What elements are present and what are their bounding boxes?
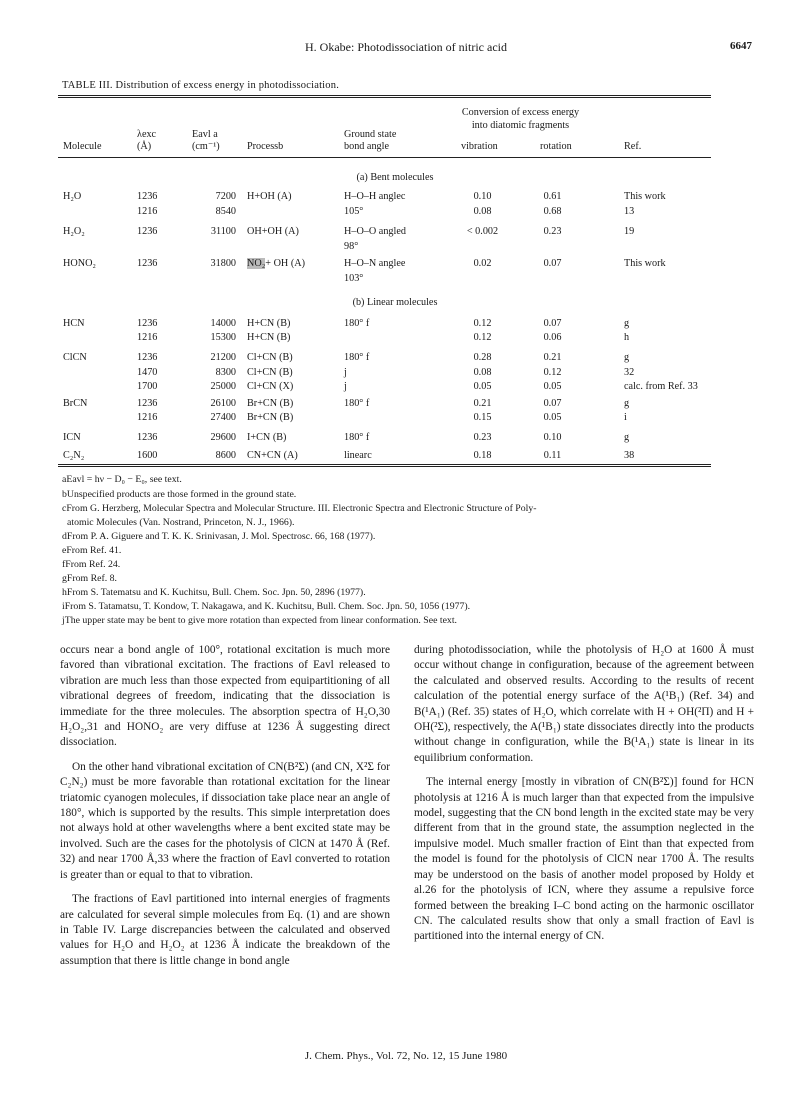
cell-energy: 25000 [210, 381, 236, 392]
cell-lambda: 1216 [137, 412, 158, 423]
cell-lambda: 1700 [137, 381, 158, 392]
cell-energy: 7200 [215, 191, 236, 202]
body-right-column [414, 643, 754, 954]
cell-angle: 180° f [344, 398, 370, 409]
cell-ref: 19 [624, 226, 635, 237]
cell-process: Cl+CN (B) [247, 352, 293, 363]
cell-lambda: 1236 [137, 432, 158, 443]
cell-process: Cl+CN (X) [247, 381, 294, 392]
cell-lambda: 1236 [137, 318, 158, 329]
journal-footer: J. Chem. Phys., Vol. 72, No. 12, 15 June 1980 [304, 1050, 508, 1062]
group-header-line1: Conversion of excess energy [461, 107, 580, 118]
table-header-rule [58, 157, 711, 158]
footnote-e: eFrom Ref. 41. [62, 545, 122, 556]
footnote-f: fFrom Ref. 24. [62, 559, 121, 570]
running-head [0, 40, 812, 58]
cell-ref: 38 [624, 450, 635, 461]
cell-molecule: H₂O₂ [63, 226, 85, 237]
cell-vib: 0.18 [473, 450, 492, 461]
cell-vib: 0.02 [473, 258, 492, 269]
cell-angle: 103° [344, 273, 364, 284]
group-header-line2: into diatomic fragments [471, 120, 570, 131]
paragraph: The internal energy [mostly in vibration of CN(B²Σ)] found for HCN photolysis at 1216 Å is much larger than that expected from the impulsive model, suggesting that the CN bond length in the excited state may be very different from that in the ground state, the assumption neglected in the impulsive model. Much smaller fraction of Eint than that expected from the model is found for the photolysis of ClCN near 1700 Å. The results may be understood on the basis of another model proposed by Holdy et al.26 for the photolysis of ICN, where they assume a repulsive force formed between the breaking I–C bond acting on the harmonic oscillator CN. The calculated results show that only a small fraction of Eavl is partitioned into the internal energy of CN. [414, 776, 754, 943]
cell-angle: 180° f [344, 432, 370, 443]
cell-process: CN+CN (A) [247, 450, 298, 461]
col-lambda-line2: (Å) [137, 141, 152, 152]
cell-energy: 14000 [210, 318, 236, 329]
cell-lambda: 1600 [137, 450, 158, 461]
cell-ref: calc. from Ref. 33 [624, 381, 698, 392]
cell-rot: 0.07 [543, 318, 562, 329]
footnote-h: hFrom S. Tatematsu and K. Kuchitsu, Bull. Chem. Soc. Jpn. 50, 2896 (1977). [62, 587, 366, 598]
cell-process: Br+CN (B) [247, 412, 294, 423]
footnote-c-cont: atomic Molecules (Van. Nostrand, Princeton, N. J., 1966). [67, 517, 295, 528]
cell-vib: 0.28 [473, 352, 492, 363]
cell-ref: g [624, 352, 630, 363]
cell-vib: 0.10 [473, 191, 492, 202]
cell-ref: 32 [624, 367, 635, 378]
footnote-g: gFrom Ref. 8. [62, 573, 117, 584]
cell-rot: 0.61 [543, 191, 562, 202]
col-molecule: Molecule [63, 141, 102, 152]
table-top-rule [58, 95, 711, 96]
cell-lambda: 1236 [137, 226, 158, 237]
cell-lambda: 1236 [137, 352, 158, 363]
cell-rot: 0.06 [543, 332, 562, 343]
cell-angle: H–O–O angled [344, 226, 406, 237]
cell-rot: 0.07 [543, 258, 562, 269]
paragraph: during photodissociation, while the photolysis of H₂O at 1600 Å must occur without change in configuration, because of the agreement between the calculated and observed results. According to the results of recent calculation of the potential energy surface of the A(¹B₁) (Ref. 34) and B(¹A₁) (Ref. 35) states of H₂O, which correlate with H + OH(²Π) and H + OH(²Σ), respectively, the A(¹B₁) state dissociates directly into the products without change in configuration, while the B(¹A₁) state is linear in its equilibrium conformation. [414, 644, 754, 764]
cell-energy: 8540 [215, 206, 236, 217]
cell-lambda: 1236 [137, 258, 158, 269]
cell-molecule: H₂O [63, 191, 82, 202]
cell-rot: 0.05 [543, 381, 562, 392]
cell-angle: j [344, 367, 347, 378]
cell-vib: 0.08 [473, 367, 492, 378]
cell-energy: 21200 [210, 352, 236, 363]
cell-angle: 180° f [344, 352, 370, 363]
paragraph: On the other hand vibrational excitation of CN(B²Σ) (and CN, X²Σ for C₂N₂) must be more favorable than rotational excitation for the linear triatomic cyanogen molecules, if dissociation take place near an angle of 180°, which is supported by the results. This simple interpretation does not always hold at other wavelengths where a bent excited state may be involved. Such are the cases for the photolysis of ClCN at 1470 Å (Ref. 32) and near 1700 Å,33 where the fraction of Eavl converted to rotation is greater than or equal to that to vibration. [60, 760, 390, 881]
cell-vib: 0.15 [473, 412, 492, 423]
cell-molecule: BrCN [63, 398, 88, 409]
cell-ref: i [624, 412, 627, 423]
cell-process: H+OH (A) [247, 191, 292, 202]
cell-angle: H–O–H anglec [344, 191, 406, 202]
cell-process: Br+CN (B) [247, 398, 294, 409]
col-rotation: rotation [540, 141, 572, 152]
col-energy-line1: Eavl a [192, 129, 218, 140]
cell-ref: 13 [624, 206, 635, 217]
cell-vib: < 0.002 [466, 226, 499, 237]
col-ref: Ref. [624, 141, 642, 152]
cell-molecule: ClCN [63, 352, 87, 363]
footnote-d: dFrom P. A. Giguere and T. K. K. Srinivasan, J. Mol. Spectrosc. 66, 168 (1977). [62, 531, 376, 542]
cell-vib: 0.12 [473, 332, 492, 343]
running-title: H. Okabe: Photodissociation of nitric acid [305, 40, 507, 54]
cell-rot: 0.11 [543, 450, 562, 461]
cell-energy: 31100 [210, 226, 236, 237]
cell-molecule: HCN [63, 318, 85, 329]
col-energy-line2: (cm⁻¹) [192, 141, 220, 152]
cell-lambda: 1216 [137, 332, 158, 343]
cell-rot: 0.07 [543, 398, 562, 409]
col-ground-line1: Ground state [344, 129, 397, 140]
cell-rot: 0.05 [543, 412, 562, 423]
cell-ref: This work [624, 258, 666, 269]
cell-vib: 0.05 [473, 381, 492, 392]
footnote-j: jThe upper state may be bent to give more rotation than expected from linear conformation. See text. [62, 615, 458, 626]
cell-ref: h [624, 332, 630, 343]
cell-rot: 0.23 [543, 226, 562, 237]
cell-ref: This work [624, 191, 666, 202]
table-caption: TABLE III. Distribution of excess energy in photodissociation. [62, 80, 340, 91]
cell-ref: g [624, 398, 630, 409]
cell-angle: 105° [344, 206, 364, 217]
cell-angle: H–O–N anglee [344, 258, 406, 269]
footnote-a: aEavl = hν − D₀ − E₀, see text. [62, 474, 182, 485]
page-number: 6647 [730, 40, 752, 52]
cell-lambda: 1236 [137, 191, 158, 202]
cell-rot: 0.12 [543, 367, 562, 378]
cell-process: NO₂+ OH (A) [247, 258, 305, 269]
cell-molecule: C₂N₂ [63, 450, 85, 461]
cell-angle: 98° [344, 241, 359, 252]
cell-vib: 0.23 [473, 432, 492, 443]
col-lambda-line1: λexc [137, 129, 157, 140]
cell-angle: 180° f [344, 318, 370, 329]
table-bottom-rule [58, 464, 711, 465]
cell-angle: linearc [344, 450, 372, 461]
table-top-rule-2 [58, 97, 711, 98]
table-bottom-rule-2 [58, 466, 711, 467]
cell-energy: 31800 [210, 258, 236, 269]
col-process: Processb [247, 141, 284, 152]
paragraph: occurs near a bond angle of 100°, rotational excitation is much more favored than vibrational excitation. The fractions of Eavl released to vibration are much less than those expected from equipartitioning of all vibrational degrees of freedom, indicating that the dissociation is immediate for the three molecules. The absorption spectra of H₂O,30 H₂O₂,31 and HONO₂ are very diffuse at 1236 Å suggesting direct dissociation. [60, 644, 390, 749]
col-ground-line2: bond angle [344, 141, 389, 152]
highlighted-text: NO₂ [247, 258, 266, 269]
cell-molecule: HONO₂ [63, 258, 96, 269]
footnote-b: bUnspecified products are those formed in the ground state. [62, 489, 297, 500]
cell-energy: 8600 [215, 450, 236, 461]
footnote-i: iFrom S. Tatamatsu, T. Kondow, T. Nakagawa, and K. Kuchitsu, Bull. Chem. Soc. Jpn. 50, 1056 (1977). [62, 601, 471, 612]
cell-lambda: 1470 [137, 367, 158, 378]
cell-molecule: ICN [63, 432, 81, 443]
section-linear: (b) Linear molecules [352, 297, 438, 308]
cell-process: H+CN (B) [247, 332, 291, 343]
cell-process: OH+OH (A) [247, 226, 299, 237]
section-bent: (a) Bent molecules [356, 172, 434, 183]
cell-vib: 0.08 [473, 206, 492, 217]
cell-process: I+CN (B) [247, 432, 287, 443]
body-left-column [60, 643, 390, 978]
paragraph: The fractions of Eavl partitioned into internal energies of fragments are calculated for several simple molecules from Eq. (1) and are shown in Table IV. Large discrepancies between the calculated and observed values for H₂O and H₂O₂ at 1236 Å indicate the breakdown of the assumption that there is little change in bond angle [60, 893, 390, 967]
footnote-c: cFrom G. Herzberg, Molecular Spectra and Molecular Structure. III. Electronic Spectra and Electronic Structure of Poly- [62, 503, 537, 514]
col-vibration: vibration [461, 141, 498, 152]
cell-angle: j [344, 381, 347, 392]
cell-rot: 0.68 [543, 206, 562, 217]
cell-rot: 0.10 [543, 432, 562, 443]
cell-energy: 27400 [210, 412, 236, 423]
cell-energy: 26100 [210, 398, 236, 409]
cell-rot: 0.21 [543, 352, 562, 363]
cell-process: Cl+CN (B) [247, 367, 293, 378]
cell-lambda: 1216 [137, 206, 158, 217]
cell-energy: 29600 [210, 432, 236, 443]
cell-lambda: 1236 [137, 398, 158, 409]
cell-energy: 15300 [210, 332, 236, 343]
cell-vib: 0.21 [473, 398, 492, 409]
cell-ref: g [624, 318, 630, 329]
cell-process: H+CN (B) [247, 318, 291, 329]
cell-ref: g [624, 432, 630, 443]
cell-energy: 8300 [215, 367, 236, 378]
cell-vib: 0.12 [473, 318, 492, 329]
